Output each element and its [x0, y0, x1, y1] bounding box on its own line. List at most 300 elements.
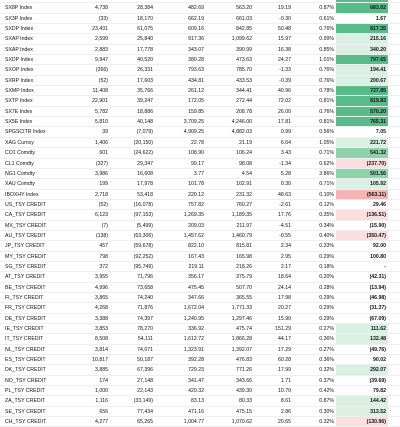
value-cell[interactable]: 19.19 — [278, 5, 291, 12]
value-cell[interactable]: 0.18% — [319, 263, 334, 270]
value-cell[interactable]: 17.98 — [278, 294, 291, 301]
table-row[interactable] — [0, 231, 400, 241]
value-cell[interactable]: 261.12 — [188, 88, 204, 95]
value-cell[interactable]: 507.70 — [236, 284, 252, 291]
value-cell[interactable]: 356.17 — [188, 274, 204, 281]
value-cell[interactable]: (24,622) — [133, 150, 153, 157]
value-cell[interactable]: 476.83 — [236, 357, 252, 364]
ticker-cell[interactable]: SXRP Index — [5, 77, 34, 84]
value-cell[interactable] — [206, 0, 254, 2]
value-cell[interactable]: 3,955 — [95, 274, 108, 281]
value-cell[interactable]: 102.91 — [236, 181, 252, 188]
value-cell[interactable]: 208.78 — [236, 108, 252, 115]
pnl-cell[interactable]: 727.85 — [336, 86, 388, 95]
table-row[interactable] — [0, 169, 400, 179]
ticker-cell[interactable]: BE_TSY CREDIT — [5, 284, 46, 291]
value-cell[interactable]: 0.61% — [319, 15, 334, 22]
ticker-cell[interactable]: IE_TSY CREDIT — [5, 326, 44, 332]
table-row[interactable] — [0, 262, 400, 272]
value-cell[interactable]: 50.48 — [278, 26, 291, 33]
value-cell[interactable]: 0.76% — [319, 26, 334, 33]
value-cell[interactable]: 106.24 — [236, 150, 252, 157]
value-cell[interactable]: 390.99 — [236, 46, 252, 53]
value-cell[interactable]: 60.28 — [278, 357, 291, 364]
ticker-cell[interactable]: CA_TSY CREDIT — [5, 212, 46, 219]
value-cell[interactable]: 4,738 — [95, 5, 108, 12]
ticker-cell[interactable]: MY_TSY CREDIT — [5, 253, 47, 260]
value-cell[interactable]: 22,143 — [137, 388, 153, 395]
value-cell[interactable]: 151.29 — [275, 326, 291, 332]
value-cell[interactable]: 61,075 — [137, 26, 153, 33]
value-cell[interactable]: 3.86% — [319, 170, 334, 177]
ticker-cell[interactable]: SXDP Index — [5, 57, 34, 64]
value-cell[interactable]: 8.61 — [280, 398, 291, 405]
pnl-cell[interactable]: 683.02 — [336, 3, 388, 12]
value-cell[interactable]: (7) — [101, 222, 108, 229]
pnl-cell[interactable]: (42.31) — [369, 274, 386, 281]
table-row[interactable] — [0, 14, 400, 24]
value-cell[interactable]: 71,876 — [137, 305, 153, 312]
value-cell[interactable]: 343.66 — [236, 377, 252, 384]
ticker-cell[interactable]: NO_TSY CREDIT — [5, 377, 47, 384]
pnl-cell[interactable]: (46.98) — [369, 294, 386, 301]
pnl-cell[interactable]: 570.20 — [336, 107, 388, 116]
value-cell[interactable]: 5.28 — [280, 170, 291, 177]
value-cell[interactable]: 0.28% — [319, 284, 334, 291]
value-cell[interactable]: 44.17 — [278, 336, 291, 343]
value-cell[interactable]: 11,408 — [92, 88, 108, 95]
value-cell[interactable]: (59,678) — [133, 243, 153, 250]
value-cell[interactable]: 23,431 — [92, 26, 108, 33]
ticker-cell[interactable]: AU_TSY CREDIT — [5, 232, 46, 239]
value-cell[interactable]: 1,269.35 — [183, 212, 204, 219]
value-cell[interactable]: 609.16 — [188, 26, 204, 33]
value-cell[interactable]: 40,148 — [137, 119, 153, 126]
ticker-cell[interactable]: SXMP Index — [5, 88, 34, 95]
value-cell[interactable]: 0.99% — [319, 36, 334, 43]
value-cell[interactable]: 9,947 — [95, 57, 108, 64]
table-row[interactable] — [0, 117, 400, 127]
value-cell[interactable]: (33,149) — [133, 398, 153, 405]
value-cell[interactable]: 35,766 — [137, 88, 153, 95]
value-cell[interactable]: 73,658 — [137, 284, 153, 291]
value-cell[interactable]: 18,170 — [137, 15, 153, 22]
value-cell[interactable]: 4,277 — [95, 419, 108, 426]
ticker-cell[interactable]: PL_TSY CREDIT — [5, 388, 45, 395]
value-cell[interactable]: 0.99 — [280, 129, 291, 136]
value-cell[interactable]: 771.26 — [236, 367, 252, 374]
table-row[interactable] — [0, 293, 400, 303]
ticker-cell[interactable]: XAG Curncy — [5, 139, 34, 146]
table-row[interactable] — [0, 272, 400, 282]
value-cell[interactable]: 15.97 — [278, 36, 291, 43]
pnl-cell[interactable]: (563.11) — [336, 190, 388, 199]
pnl-cell[interactable]: 90.02 — [373, 357, 386, 364]
pnl-cell[interactable]: 313.52 — [336, 407, 388, 416]
value-cell[interactable]: 0.42% — [319, 388, 334, 395]
value-cell[interactable]: -0.55 — [279, 232, 291, 239]
value-cell[interactable]: 50,187 — [137, 357, 153, 364]
value-cell[interactable]: 3,853 — [95, 326, 108, 332]
value-cell[interactable]: 475.74 — [236, 326, 252, 332]
value-cell[interactable]: 218.26 — [236, 263, 252, 270]
value-cell[interactable]: 0.62% — [319, 160, 334, 167]
value-cell[interactable]: 3,388 — [95, 315, 108, 322]
value-cell[interactable]: (327) — [95, 160, 108, 167]
ticker-cell[interactable]: NL_TSY CREDIT — [5, 346, 46, 353]
value-cell[interactable]: 0.81% — [319, 98, 334, 105]
value-cell[interactable]: 5,782 — [95, 108, 108, 115]
value-cell[interactable]: 661.03 — [236, 15, 252, 22]
value-cell[interactable]: 0.10% — [319, 191, 334, 198]
value-cell[interactable]: 1.71 — [280, 377, 291, 384]
pnl-cell[interactable]: 132.48 — [336, 334, 388, 343]
value-cell[interactable]: 0.76% — [319, 108, 334, 115]
value-cell[interactable]: 40,520 — [137, 57, 153, 64]
ticker-cell[interactable]: SX7E Index — [5, 108, 33, 115]
value-cell[interactable]: 380.28 — [188, 57, 204, 64]
value-cell[interactable]: 71,796 — [137, 274, 153, 281]
pnl-cell[interactable]: 541.32 — [336, 148, 388, 157]
value-cell[interactable]: -1.33 — [279, 67, 291, 74]
table-row[interactable] — [0, 107, 400, 117]
value-cell[interactable]: 471.16 — [188, 408, 204, 415]
table-row[interactable] — [0, 86, 400, 96]
value-cell[interactable]: 372 — [99, 263, 108, 270]
pnl-cell[interactable]: 194.41 — [336, 65, 388, 74]
value-cell[interactable]: 16.38 — [278, 46, 291, 53]
table-row[interactable] — [0, 252, 400, 262]
value-cell[interactable]: 74,240 — [137, 294, 153, 301]
pnl-cell[interactable]: 200.67 — [336, 76, 388, 85]
table-row[interactable] — [0, 417, 400, 427]
table-row[interactable] — [0, 65, 400, 75]
pnl-cell[interactable]: 111.62 — [336, 324, 388, 333]
value-cell[interactable]: 1,116 — [95, 398, 108, 405]
value-cell[interactable]: 3,709.25 — [183, 119, 204, 126]
ticker-cell[interactable]: US_TSY CREDIT — [5, 201, 46, 208]
value-cell[interactable]: 420.32 — [188, 388, 204, 395]
ticker-cell[interactable]: DK_TSY CREDIT — [5, 367, 46, 374]
value-cell[interactable]: 3,885 — [95, 367, 108, 374]
value-cell[interactable]: 72.02 — [278, 98, 291, 105]
table-row[interactable] — [0, 76, 400, 86]
value-cell[interactable]: 2.95 — [280, 253, 291, 260]
value-cell[interactable]: 172.05 — [188, 98, 204, 105]
ticker-cell[interactable]: SG_TSY CREDIT — [5, 263, 47, 270]
table-row[interactable] — [0, 96, 400, 106]
value-cell[interactable]: (95,749) — [133, 263, 153, 270]
value-cell[interactable]: 67,396 — [137, 367, 153, 374]
value-cell[interactable]: 22,901 — [92, 98, 108, 105]
value-cell[interactable]: 6,123 — [95, 212, 108, 219]
value-cell[interactable]: (16,078) — [133, 201, 153, 208]
table-row[interactable] — [0, 303, 400, 313]
value-cell[interactable]: 656 — [99, 408, 108, 415]
value-cell[interactable]: (33) — [98, 15, 108, 22]
value-cell[interactable]: 4,996 — [95, 284, 108, 291]
value-cell[interactable]: -0.39 — [279, 77, 291, 84]
value-cell[interactable]: (92,252) — [133, 253, 153, 260]
value-cell[interactable]: 27,148 — [137, 377, 153, 384]
value-cell[interactable]: 3,986 — [95, 170, 108, 177]
table-row[interactable] — [0, 200, 400, 210]
table-row[interactable] — [0, 55, 400, 65]
value-cell[interactable]: 28,384 — [137, 5, 153, 12]
value-cell[interactable]: 26,331 — [137, 67, 153, 74]
ticker-cell[interactable]: XAU Comdty — [5, 181, 35, 188]
pnl-cell[interactable]: 501.56 — [336, 169, 388, 178]
value-cell[interactable]: -2.61 — [279, 201, 291, 208]
value-cell[interactable]: 482.69 — [188, 5, 204, 12]
ticker-cell[interactable]: IT_TSY CREDIT — [5, 336, 44, 343]
value-cell[interactable]: 842.85 — [236, 26, 252, 33]
table-row[interactable] — [0, 210, 400, 220]
value-cell[interactable]: 0.87% — [319, 5, 334, 12]
value-cell[interactable]: 0.71% — [319, 181, 334, 188]
value-cell[interactable]: 336.92 — [188, 326, 204, 332]
value-cell[interactable]: 662.19 — [188, 15, 204, 22]
ticker-cell[interactable]: AT_TSY CREDIT — [5, 274, 45, 281]
pnl-cell[interactable]: (130.96) — [336, 417, 388, 426]
value-cell[interactable]: 1,612.72 — [183, 336, 204, 343]
value-cell[interactable]: (7,079) — [136, 129, 153, 136]
ticker-cell[interactable]: SXTP Index — [5, 98, 33, 105]
value-cell[interactable]: 1,460.79 — [231, 232, 252, 239]
value-cell[interactable]: (20,150) — [133, 139, 153, 146]
value-cell[interactable]: 17.76 — [278, 212, 291, 219]
pnl-cell[interactable]: (67.09) — [369, 315, 386, 322]
value-cell[interactable]: 2.34 — [280, 243, 291, 250]
value-cell[interactable]: 1,099.62 — [231, 36, 252, 43]
ticker-cell[interactable]: FI_TSY CREDIT — [5, 294, 44, 301]
value-cell[interactable]: (138) — [95, 232, 108, 239]
value-cell[interactable]: 3.43 — [280, 150, 291, 157]
value-cell[interactable]: 0.30 — [280, 181, 291, 188]
value-cell[interactable] — [293, 0, 336, 2]
value-cell[interactable]: 1,323.91 — [183, 346, 204, 353]
value-cell[interactable]: 0.33% — [319, 243, 334, 250]
value-cell[interactable]: -1.34 — [279, 160, 291, 167]
pnl-cell[interactable]: 215.16 — [336, 34, 388, 43]
table-row[interactable] — [0, 283, 400, 293]
value-cell[interactable]: 0.40% — [319, 232, 334, 239]
ticker-cell[interactable]: SXOP Index — [5, 67, 34, 74]
value-cell[interactable]: -4.51 — [279, 222, 291, 229]
pnl-cell[interactable]: (350.47) — [336, 231, 388, 240]
value-cell[interactable]: 1,189.35 — [231, 212, 252, 219]
pnl-cell[interactable]: 105.92 — [336, 179, 388, 188]
value-cell[interactable]: 3,865 — [95, 294, 108, 301]
value-cell[interactable]: 53,418 — [137, 191, 153, 198]
table-row[interactable] — [0, 45, 400, 55]
value-cell[interactable]: 0.76% — [319, 67, 334, 74]
pnl-cell[interactable]: 144.42 — [336, 396, 388, 405]
ticker-cell[interactable]: SX5E Index — [5, 119, 33, 126]
ticker-cell[interactable]: SX3P Index — [5, 15, 33, 22]
value-cell[interactable]: 74,397 — [137, 315, 153, 322]
value-cell[interactable]: 21.19 — [239, 139, 252, 146]
value-cell[interactable]: 0.37% — [319, 377, 334, 384]
value-cell[interactable]: (63,306) — [133, 232, 153, 239]
table-row[interactable] — [0, 34, 400, 44]
table-row[interactable] — [0, 241, 400, 251]
pnl-cell[interactable]: 7.05 — [375, 129, 386, 136]
value-cell[interactable]: 10.70 — [278, 388, 291, 395]
table-row[interactable] — [0, 365, 400, 375]
value-cell[interactable]: 83.13 — [191, 398, 204, 405]
value-cell[interactable]: 1.01% — [319, 57, 334, 64]
value-cell[interactable]: 4.54 — [241, 170, 252, 177]
value-cell[interactable]: 601 — [99, 150, 108, 157]
value-cell[interactable]: 0.29% — [319, 315, 334, 322]
table-row[interactable] — [0, 407, 400, 417]
value-cell[interactable]: 17,603 — [137, 77, 153, 84]
value-cell[interactable]: 392.28 — [188, 357, 204, 364]
value-cell[interactable]: 18.64 — [278, 274, 291, 281]
value-cell[interactable]: (52) — [98, 201, 108, 208]
value-cell[interactable]: 343.07 — [188, 46, 204, 53]
value-cell[interactable]: 272.44 — [236, 98, 252, 105]
value-cell[interactable]: 54,111 — [137, 336, 153, 343]
value-cell[interactable]: 0.76% — [319, 77, 334, 84]
value-cell[interactable]: 1,672.04 — [183, 305, 204, 312]
value-cell[interactable]: 1.05% — [319, 139, 334, 146]
value-cell[interactable]: 40.96 — [278, 88, 291, 95]
ticker-cell[interactable]: SXAP Index — [5, 46, 33, 53]
value-cell[interactable]: 1,457.62 — [183, 232, 204, 239]
value-cell[interactable]: 74,071 — [137, 346, 153, 353]
value-cell[interactable]: 167.43 — [188, 253, 204, 260]
value-cell[interactable]: 0.27% — [319, 326, 334, 332]
pnl-cell[interactable] — [336, 0, 388, 2]
value-cell[interactable]: 17.81 — [278, 119, 291, 126]
table-row[interactable] — [0, 334, 400, 344]
pnl-cell[interactable]: 79.82 — [373, 388, 386, 395]
value-cell[interactable]: 785.70 — [236, 67, 252, 74]
value-cell[interactable] — [64, 0, 110, 2]
value-cell[interactable]: 4,882.03 — [231, 129, 252, 136]
table-row[interactable] — [0, 386, 400, 396]
table-row[interactable] — [0, 148, 400, 158]
pnl-cell[interactable]: 292.07 — [336, 365, 388, 374]
value-cell[interactable]: 98.08 — [239, 160, 252, 167]
value-cell[interactable]: 2.86 — [280, 408, 291, 415]
table-row[interactable] — [0, 314, 400, 324]
value-cell[interactable]: 365.55 — [236, 294, 252, 301]
pnl-cell[interactable]: 100.80 — [370, 253, 386, 260]
value-cell[interactable]: 18,886 — [137, 108, 153, 115]
value-cell[interactable]: 5,810 — [95, 119, 108, 126]
value-cell[interactable]: 473.63 — [236, 57, 252, 64]
table-row[interactable] — [0, 24, 400, 34]
value-cell[interactable]: 1,070.62 — [231, 419, 252, 426]
value-cell[interactable]: 24.14 — [278, 284, 291, 291]
ticker-cell[interactable]: IBOXHY Index — [5, 191, 39, 198]
value-cell[interactable]: 220.12 — [188, 191, 204, 198]
pnl-cell[interactable]: - — [384, 263, 386, 270]
value-cell[interactable]: 0.87% — [319, 398, 334, 405]
value-cell[interactable]: 159.85 — [188, 108, 204, 115]
value-cell[interactable]: 1,004.77 — [183, 419, 204, 426]
value-cell[interactable]: 815.81 — [236, 243, 252, 250]
ticker-cell[interactable]: SXAP Index — [5, 36, 33, 43]
ticker-cell[interactable]: SX8P Index — [5, 5, 33, 12]
value-cell[interactable]: 347.66 — [188, 294, 204, 301]
value-cell[interactable]: 0.12% — [319, 201, 334, 208]
value-cell[interactable]: 457 — [99, 243, 108, 250]
value-cell[interactable]: 48.63 — [278, 191, 291, 198]
table-row[interactable] — [0, 376, 400, 386]
value-cell[interactable]: 78,270 — [137, 326, 153, 332]
value-cell[interactable]: 165.98 — [236, 253, 252, 260]
value-cell[interactable]: 1,297.46 — [231, 315, 252, 322]
value-cell[interactable]: 6.64 — [280, 139, 291, 146]
value-cell[interactable]: 17,978 — [137, 181, 153, 188]
value-cell[interactable]: 22.78 — [191, 139, 204, 146]
value-cell[interactable]: 0.29% — [319, 305, 334, 312]
value-cell[interactable]: 0.71% — [319, 150, 334, 157]
value-cell[interactable]: 917.36 — [188, 36, 204, 43]
value-cell[interactable]: 99.17 — [191, 160, 204, 167]
value-cell[interactable]: 108.90 — [188, 150, 204, 157]
pnl-cell[interactable]: 29.46 — [373, 201, 386, 208]
value-cell[interactable]: 2.17 — [280, 263, 291, 270]
table-row[interactable] — [0, 3, 400, 13]
pnl-cell[interactable]: 765.31 — [336, 117, 388, 126]
value-cell[interactable]: 1,771.33 — [231, 305, 252, 312]
value-cell[interactable]: 3.77 — [193, 170, 204, 177]
value-cell[interactable] — [110, 0, 155, 2]
table-row[interactable] — [0, 345, 400, 355]
ticker-cell[interactable]: ZA_TSY CREDIT — [5, 398, 46, 405]
value-cell[interactable]: 20.27 — [278, 305, 291, 312]
value-cell[interactable]: 10,817 — [92, 357, 108, 364]
value-cell[interactable]: 219.11 — [188, 263, 204, 270]
table-row[interactable] — [0, 355, 400, 365]
ticker-cell[interactable]: CL1 Comdty — [5, 160, 34, 167]
pnl-cell[interactable]: (237.70) — [336, 159, 388, 168]
value-cell[interactable]: 0.34% — [319, 222, 334, 229]
value-cell[interactable]: 760.27 — [236, 201, 252, 208]
value-cell[interactable]: 0.36% — [319, 357, 334, 364]
value-cell[interactable]: 0.27% — [319, 346, 334, 353]
value-cell[interactable]: 434.81 — [188, 77, 204, 84]
value-cell[interactable]: 0.32% — [319, 419, 334, 426]
ticker-cell[interactable]: FR_TSY CREDIT — [5, 305, 46, 312]
value-cell[interactable]: 1,392.07 — [231, 346, 252, 353]
table-row[interactable] — [0, 221, 400, 231]
value-cell[interactable]: 757.82 — [188, 201, 204, 208]
value-cell[interactable]: 80.33 — [239, 398, 252, 405]
pnl-cell[interactable]: 1.67 — [375, 15, 386, 22]
value-cell[interactable]: 24.27 — [278, 57, 291, 64]
ticker-cell[interactable]: SE_TSY CREDIT — [5, 408, 46, 415]
table-row[interactable] — [0, 324, 400, 334]
ticker-cell[interactable]: SXDP Index — [5, 26, 34, 33]
value-cell[interactable]: 15.90 — [278, 315, 291, 322]
value-cell[interactable]: 375.79 — [236, 274, 252, 281]
value-cell[interactable]: 344.41 — [236, 88, 252, 95]
ticker-cell[interactable]: ES_TSY CREDIT — [5, 357, 46, 364]
value-cell[interactable]: 16,608 — [137, 170, 153, 177]
value-cell[interactable]: 439.30 — [236, 388, 252, 395]
value-cell[interactable]: 211.97 — [236, 222, 252, 229]
value-cell[interactable]: (266) — [95, 67, 108, 74]
value-cell[interactable]: 729.23 — [188, 367, 204, 374]
value-cell[interactable]: 793.63 — [188, 67, 204, 74]
value-cell[interactable]: 17.29 — [278, 346, 291, 353]
